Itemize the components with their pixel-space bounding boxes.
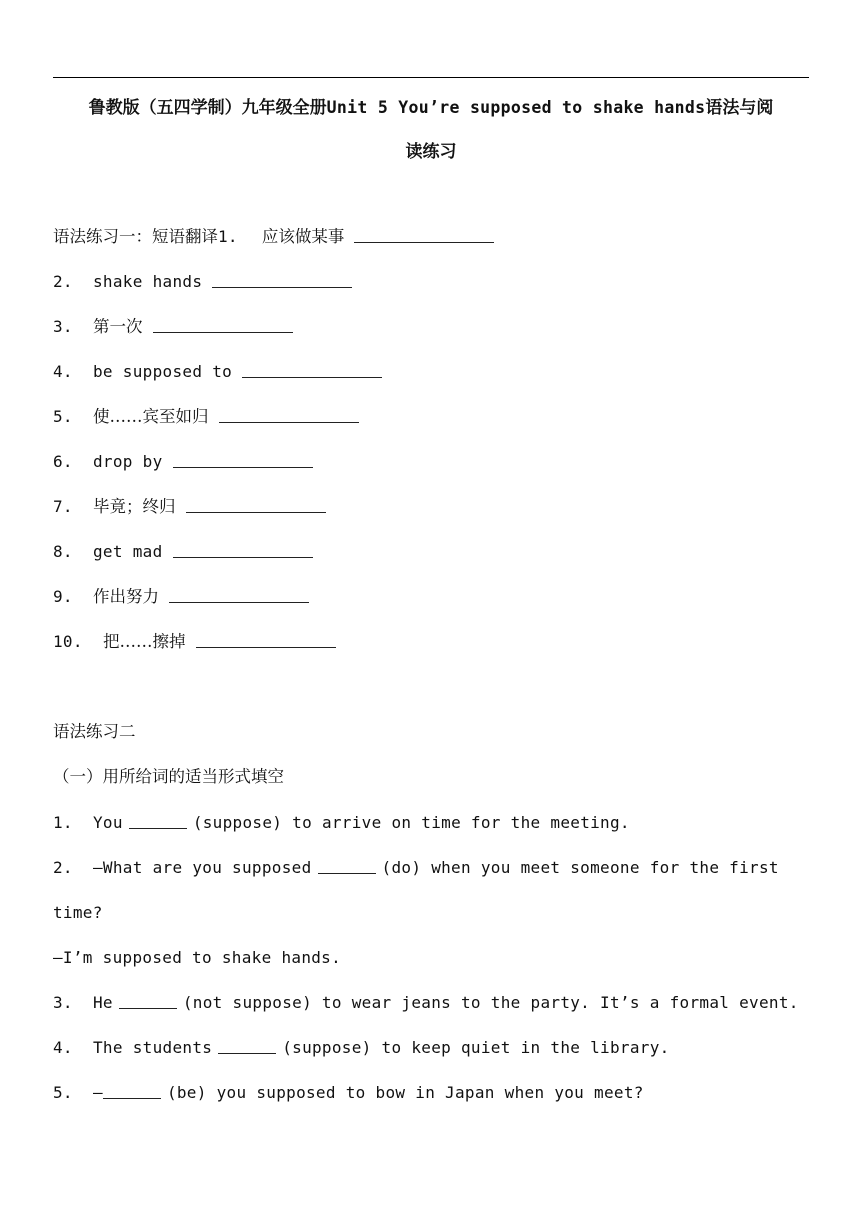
exercise2-question-2 xyxy=(53,853,813,883)
answer-blank[interactable] xyxy=(218,1052,276,1054)
item-text: get mad xyxy=(93,542,163,561)
answer-blank[interactable] xyxy=(219,421,359,423)
item-text: 应该做某事 xyxy=(261,227,345,246)
title-part-1: 鲁教版（五四学制）九年级全册 xyxy=(88,98,327,118)
question-after: (suppose) to arrive on time for the meeting. xyxy=(192,813,630,832)
exercise2-question-1 xyxy=(53,808,813,838)
question-number: 3. xyxy=(53,993,73,1012)
question-number: 1. xyxy=(53,813,73,832)
exercise1-item-6 xyxy=(53,447,813,477)
exercise2-question-2-continued: time? xyxy=(53,903,103,922)
item-number: 3. xyxy=(53,317,73,336)
exercise1-item-2 xyxy=(53,267,813,297)
answer-blank[interactable] xyxy=(186,511,326,513)
answer-blank[interactable] xyxy=(196,646,336,648)
item-text: drop by xyxy=(93,452,163,471)
answer-blank[interactable] xyxy=(173,466,313,468)
item-text: 把……擦掉 xyxy=(103,632,186,651)
question-before: He xyxy=(93,993,113,1012)
item-text: shake hands xyxy=(93,272,203,291)
exercise1-item-10 xyxy=(53,627,813,657)
answer-blank[interactable] xyxy=(119,1007,177,1009)
item-text: 毕竟；终归 xyxy=(93,497,176,516)
answer-blank[interactable] xyxy=(153,331,293,333)
answer-blank[interactable] xyxy=(212,286,352,288)
exercise1-item-8 xyxy=(53,537,813,567)
item-number: 1. xyxy=(218,227,238,246)
item-number: 4. xyxy=(53,362,73,381)
answer-blank[interactable] xyxy=(354,241,494,243)
exercise1-item-1 xyxy=(53,222,813,252)
exercise2-question-4 xyxy=(53,1033,813,1063)
exercise1-item-9 xyxy=(53,582,813,612)
title-part-2: Unit 5 You’re supposed to shake hands xyxy=(326,98,706,117)
exercise2-question-2-answer: —I’m supposed to shake hands. xyxy=(53,948,342,967)
question-after: (do) when you meet someone for the first xyxy=(381,858,779,877)
question-number: 2. xyxy=(53,858,73,877)
answer-blank[interactable] xyxy=(242,376,382,378)
item-text: be supposed to xyxy=(93,362,233,381)
item-text: 作出努力 xyxy=(93,587,159,606)
exercise1-item-4 xyxy=(53,357,813,387)
exercise1-item-7 xyxy=(53,492,813,522)
question-number: 4. xyxy=(53,1038,73,1057)
item-number: 2. xyxy=(53,272,73,291)
answer-blank[interactable] xyxy=(129,827,187,829)
exercise2-subheading: （一）用所给词的适当形式填空 xyxy=(53,767,284,786)
answer-blank[interactable] xyxy=(169,601,309,603)
question-before: — xyxy=(93,1083,103,1102)
exercise2-heading: 语法练习二 xyxy=(53,722,136,741)
answer-blank[interactable] xyxy=(318,872,376,874)
answer-blank[interactable] xyxy=(103,1097,161,1099)
question-number: 5. xyxy=(53,1083,73,1102)
answer-blank[interactable] xyxy=(173,556,313,558)
exercise1-item-5 xyxy=(53,402,813,432)
question-after: (not suppose) to wear jeans to the party. It’s a formal event. xyxy=(182,993,799,1012)
item-number: 8. xyxy=(53,542,73,561)
exercise2-question-3 xyxy=(53,988,813,1018)
item-number: 6. xyxy=(53,452,73,471)
header-rule xyxy=(53,77,809,78)
item-number: 7. xyxy=(53,497,73,516)
item-number: 9. xyxy=(53,587,73,606)
question-before: —What are you supposed xyxy=(93,858,312,877)
question-after: (suppose) to keep quiet in the library. xyxy=(282,1038,670,1057)
item-text: 第一次 xyxy=(93,317,143,336)
question-before: You xyxy=(93,813,123,832)
title-part-3: 语法与阅 xyxy=(705,98,774,118)
exercise1-heading: 语法练习一：短语翻译 xyxy=(53,227,218,246)
exercise2-question-5 xyxy=(53,1078,813,1108)
item-number: 10. xyxy=(53,632,83,651)
document-title xyxy=(53,86,809,174)
exercise1-item-3 xyxy=(53,312,813,342)
question-after: (be) you supposed to bow in Japan when you meet? xyxy=(166,1083,644,1102)
question-before: The students xyxy=(93,1038,213,1057)
item-text: 使……宾至如归 xyxy=(93,407,209,426)
title-part-4: 读练习 xyxy=(405,142,457,162)
item-number: 5. xyxy=(53,407,73,426)
